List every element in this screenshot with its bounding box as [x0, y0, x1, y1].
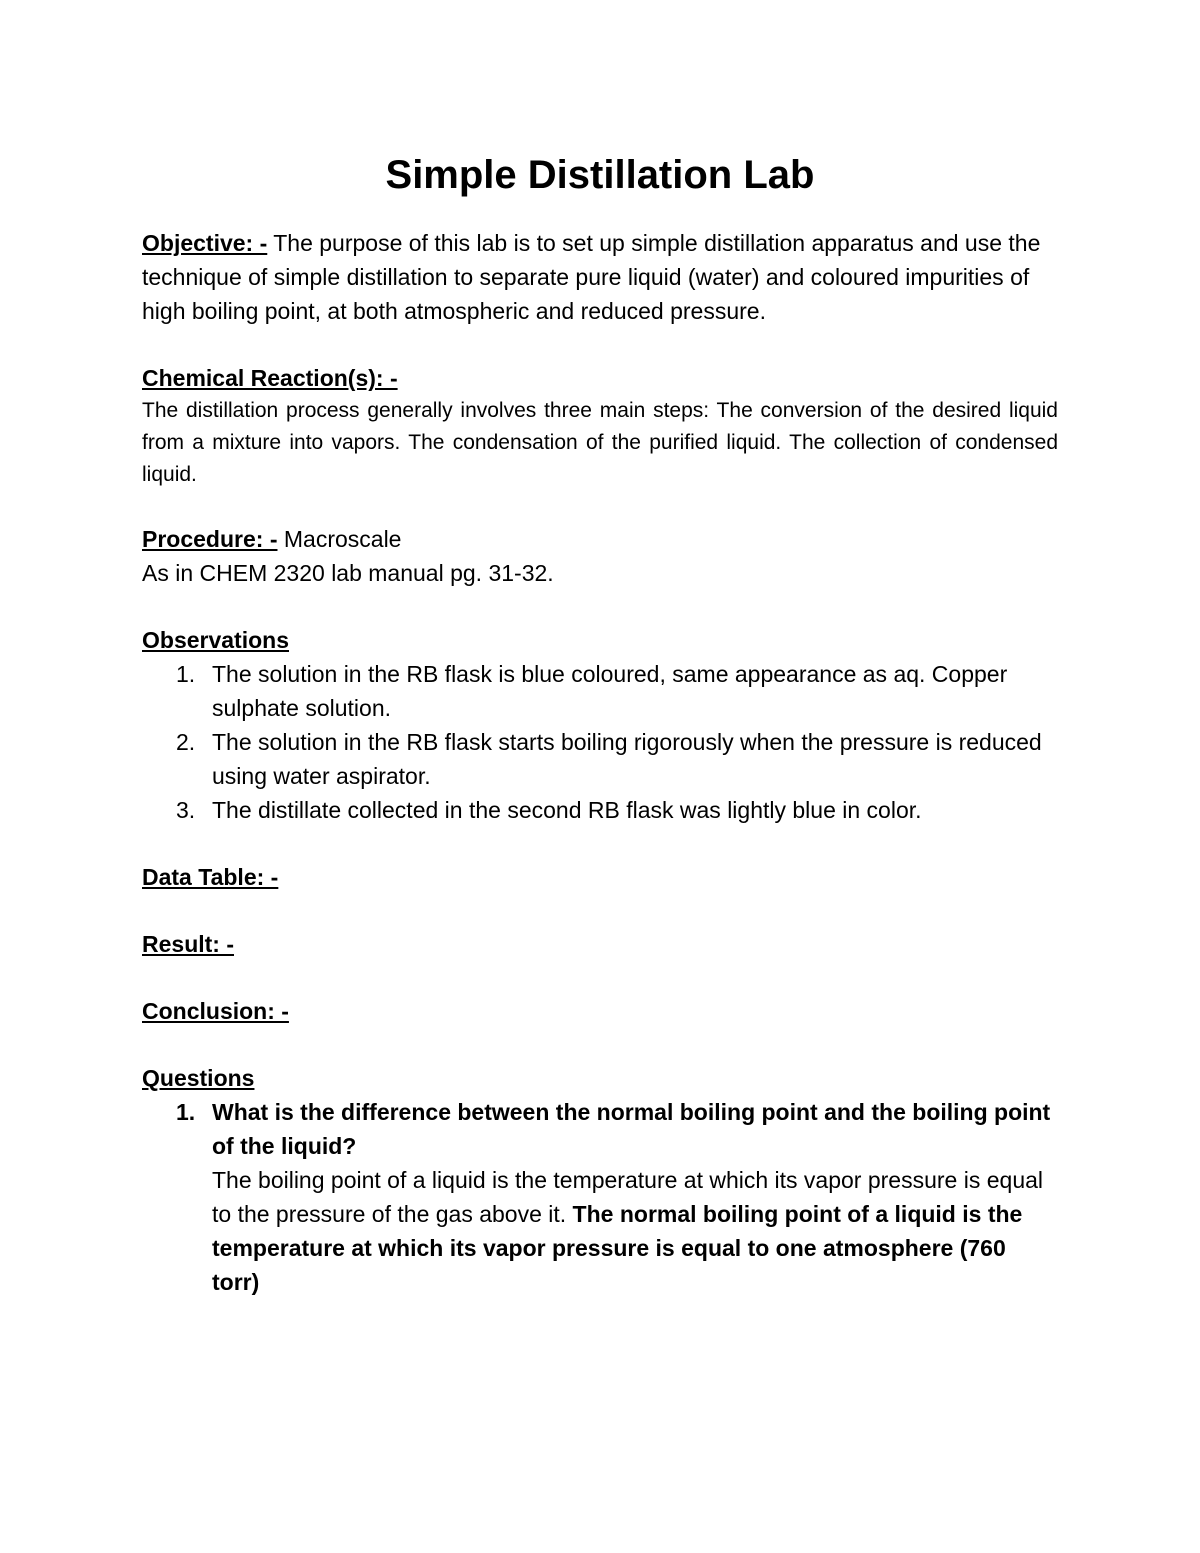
list-item: [142, 793, 1058, 827]
procedure-text: Macroscale: [277, 526, 402, 552]
list-item-number: 2.: [176, 729, 196, 755]
list-item-number: 1.: [176, 661, 196, 687]
data-table-heading: [142, 860, 1058, 894]
questions-list: [142, 1095, 1058, 1299]
list-item: [142, 725, 1058, 793]
objective-text: The purpose of this lab is to set up simple distillation apparatus and use the technique of simple distillation to separate pure liquid (water) and coloured impurities of high boiling point, at both atmospheric and reduced pressure.: [142, 230, 1041, 324]
question-text: What is the difference between the normal boiling point and the boiling point of the liquid?: [212, 1099, 1051, 1159]
procedure-section: [142, 522, 1058, 556]
list-item-text: The solution in the RB flask is blue coloured, same appearance as aq. Copper sulphate solution.: [212, 661, 1008, 721]
observations-label: Observations: [142, 627, 289, 653]
objective-label: Objective: -: [142, 230, 268, 256]
question-number: 1.: [176, 1099, 196, 1125]
answer-bold: The normal boiling point of a liquid is the temperature at which its vapor pressure is equal to one atmosphere (760 torr): [212, 1201, 1023, 1295]
chemical-reactions-heading: [142, 361, 1058, 395]
chemical-reactions-text: The distillation process generally involves three main steps: The conversion of the desired liquid from a mixture into vapors. The condensation of the purified liquid. The collection of condensed liquid.: [142, 399, 1058, 486]
procedure-reference: As in CHEM 2320 lab manual pg. 31-32.: [142, 560, 554, 586]
list-item: [142, 657, 1058, 725]
answer-plain: The boiling point of a liquid is the temperature at which its vapor pressure is equal to the pressure of the gas above it.: [212, 1167, 1044, 1227]
result-label: Result: -: [142, 931, 234, 957]
observations-heading: [142, 623, 1058, 657]
conclusion-heading: [142, 994, 1058, 1028]
page-title: Simple Distillation Lab: [385, 153, 815, 197]
list-item-text: The distillate collected in the second RB flask was lightly blue in color.: [212, 797, 922, 823]
list-item: [142, 1095, 1058, 1299]
list-item-text: The solution in the RB flask starts boiling rigorously when the pressure is reduced using water aspirator.: [212, 729, 1042, 789]
observations-list: [142, 657, 1058, 827]
data-table-label: Data Table: -: [142, 864, 279, 890]
questions-label: Questions: [142, 1065, 255, 1091]
objective-section: [142, 226, 1058, 328]
chemical-reactions-label: Chemical Reaction(s): -: [142, 365, 398, 391]
questions-heading: [142, 1061, 1058, 1095]
answer-text: [212, 1163, 1058, 1299]
conclusion-label: Conclusion: -: [142, 998, 289, 1024]
procedure-label: Procedure: -: [142, 526, 278, 552]
result-heading: [142, 927, 1058, 961]
list-item-number: 3.: [176, 797, 196, 823]
